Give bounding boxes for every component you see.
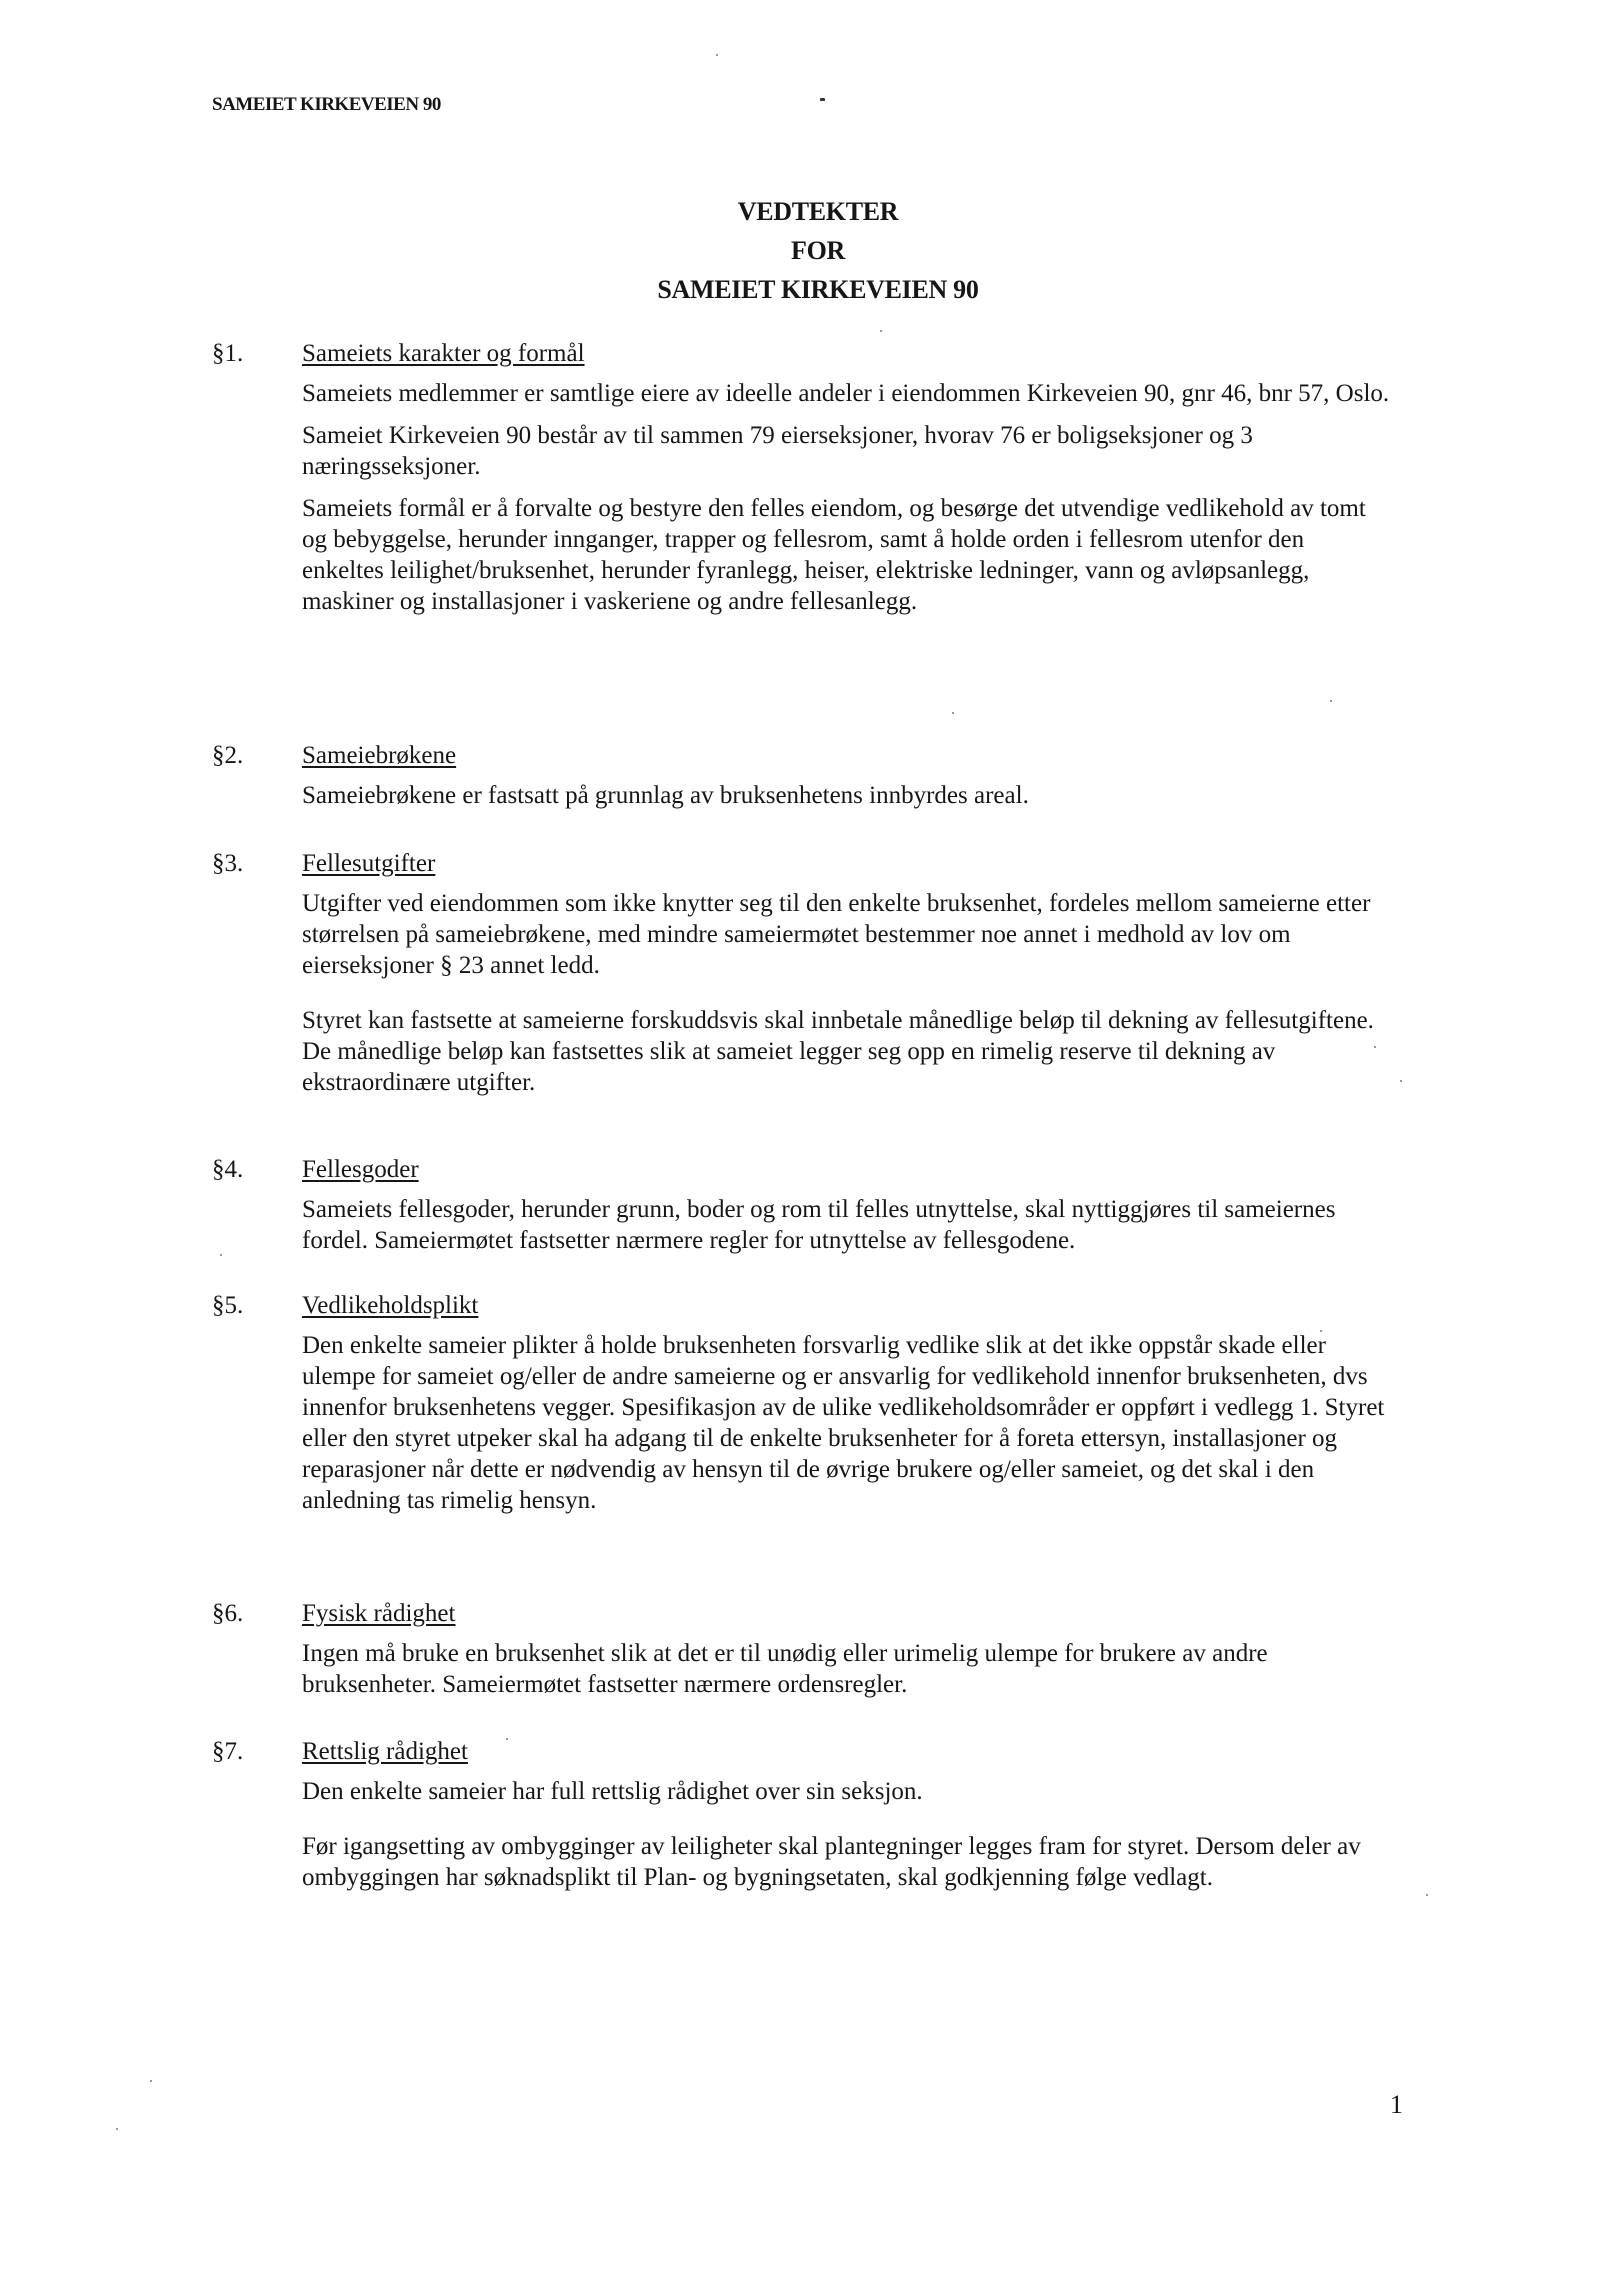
- paragraph: Sameiets fellesgoder, herunder grunn, boder og rom til felles utnyttelse, skal nyttiggjøres til sameiernes fordel. Sameiermøtet fastsetter nærmere regler for utnyttelse av fellesgodene.: [302, 1196, 1336, 1254]
- scan-speck: [1330, 700, 1332, 702]
- section-number: §3.: [212, 850, 244, 877]
- paragraph: Den enkelte sameier har full rettslig rådighet over sin seksjon.: [302, 1778, 923, 1805]
- section-number: §1.: [212, 340, 244, 367]
- scan-speck: [116, 2128, 118, 2130]
- scan-speck: [506, 1738, 508, 1740]
- paragraph: Før igangsetting av ombygginger av leiligheter skal plantegninger legges fram for styret. Dersom deler av ombyggingen har søknadsplikt til Plan- og bygningsetaten, skal godkjenning følge vedlagt.: [302, 1833, 1361, 1891]
- scan-speck: [820, 98, 825, 101]
- section-heading: Fysisk rådighet: [302, 1600, 456, 1627]
- scan-speck: [1426, 1894, 1428, 1896]
- section-heading: Sameiets karakter og formål: [302, 340, 585, 367]
- paragraph: Sameiet Kirkeveien 90 består av til sammen 79 eierseksjoner, hvorav 76 er boligseksjoner og 3 næringsseksjoner.: [302, 422, 1253, 480]
- scan-speck: [952, 712, 954, 714]
- scan-speck: [716, 54, 718, 56]
- scan-speck: [1374, 1046, 1376, 1048]
- section-body: [302, 1330, 1392, 1527]
- paragraph: Sameiebrøkene er fastsatt på grunnlag av bruksenhetens innbyrdes areal.: [302, 782, 1029, 809]
- scan-speck: [150, 2080, 152, 2082]
- title-line: VEDTEKTER: [737, 197, 899, 226]
- scan-speck: [1320, 1330, 1322, 1332]
- document-title: [0, 192, 1600, 309]
- paragraph: Sameiets medlemmer er samtlige eiere av ideelle andeler i eiendommen Kirkeveien 90, gnr 46, bnr 57, Oslo.: [302, 380, 1390, 407]
- section-body: [302, 780, 1392, 822]
- paragraph: Styret kan fastsette at sameierne forskuddsvis skal innbetale månedlige beløp til dekning av fellesutgiftene. De månedlige beløp kan fastsettes slik at sameiet legger seg opp en rimelig reserve til dekning av ekstraordinære utgifter.: [302, 1007, 1374, 1096]
- section-heading: Fellesutgifter: [302, 850, 436, 877]
- section-heading: Fellesgoder: [302, 1156, 419, 1183]
- section-body: [302, 888, 1392, 1109]
- page-number: 1: [1390, 2090, 1403, 2119]
- section-heading: Vedlikeholdsplikt: [302, 1292, 479, 1319]
- section-number: §6.: [212, 1600, 244, 1627]
- scan-speck: [220, 1254, 222, 1256]
- scan-speck: [1400, 1080, 1402, 1082]
- paragraph: Utgifter ved eiendommen som ikke knytter seg til den enkelte bruksenhet, fordeles mellom sameierne etter størrelsen på sameiebrøkene, med mindre sameiermøtet bestemmer noe annet i medhold av lov om eierseksjoner § 23 annet ledd.: [302, 890, 1371, 979]
- paragraph: Den enkelte sameier plikter å holde bruksenheten forsvarlig vedlike slik at det ikke oppstår skade eller ulempe for sameiet og/eller de andre sameierne og er ansvarlig for vedlikehold innenfor bruksenheten, dvs innenfor bruksenhetens vegger. Spesifikasjon av de ulike vedlikeholdsområder er oppført i vedlegg 1. Styret eller den styret utpeker skal ha adgang til de enkelte bruksenheter for å foreta ettersyn, installasjoner og reparasjoner når dette er nødvendig av hensyn til de øvrige brukere og/eller sameiet, og det skal i den anledning tas rimelig hensyn.: [302, 1332, 1385, 1514]
- section-heading: Sameiebrøkene: [302, 742, 457, 769]
- paragraph: Sameiets formål er å forvalte og bestyre den felles eiendom, og besørge det utvendige vedlikehold av tomt og bebyggelse, herunder innganger, trapper og fellesrom, samt å holde orden i fellesrom utenfor den enkeltes leilighet/bruksenhet, herunder fyranlegg, heiser, elektriske ledninger, vann og avløpsanlegg, maskiner og installasjoner i vaskeriene og andre fellesanlegg.: [302, 495, 1366, 615]
- section-body: [302, 1638, 1392, 1711]
- scan-speck: [880, 330, 882, 332]
- section-number: §7.: [212, 1738, 244, 1765]
- section-heading: Rettslig rådighet: [302, 1738, 468, 1765]
- section-body: [302, 1776, 1392, 1904]
- title-line: SAMEIET KIRKEVEIEN 90: [657, 275, 979, 304]
- section-body: [302, 378, 1392, 628]
- section-number: §5.: [212, 1292, 244, 1319]
- section-number: §2.: [212, 742, 244, 769]
- title-line: FOR: [791, 236, 845, 265]
- paragraph: Ingen må bruke en bruksenhet slik at det er til unødig eller urimelig ulempe for brukere av andre bruksenheter. Sameiermøtet fastsetter nærmere ordensregler.: [302, 1640, 1268, 1698]
- section-number: §4.: [212, 1156, 244, 1183]
- section-body: [302, 1194, 1392, 1267]
- running-head: SAMEIET KIRKEVEIEN 90: [212, 94, 441, 115]
